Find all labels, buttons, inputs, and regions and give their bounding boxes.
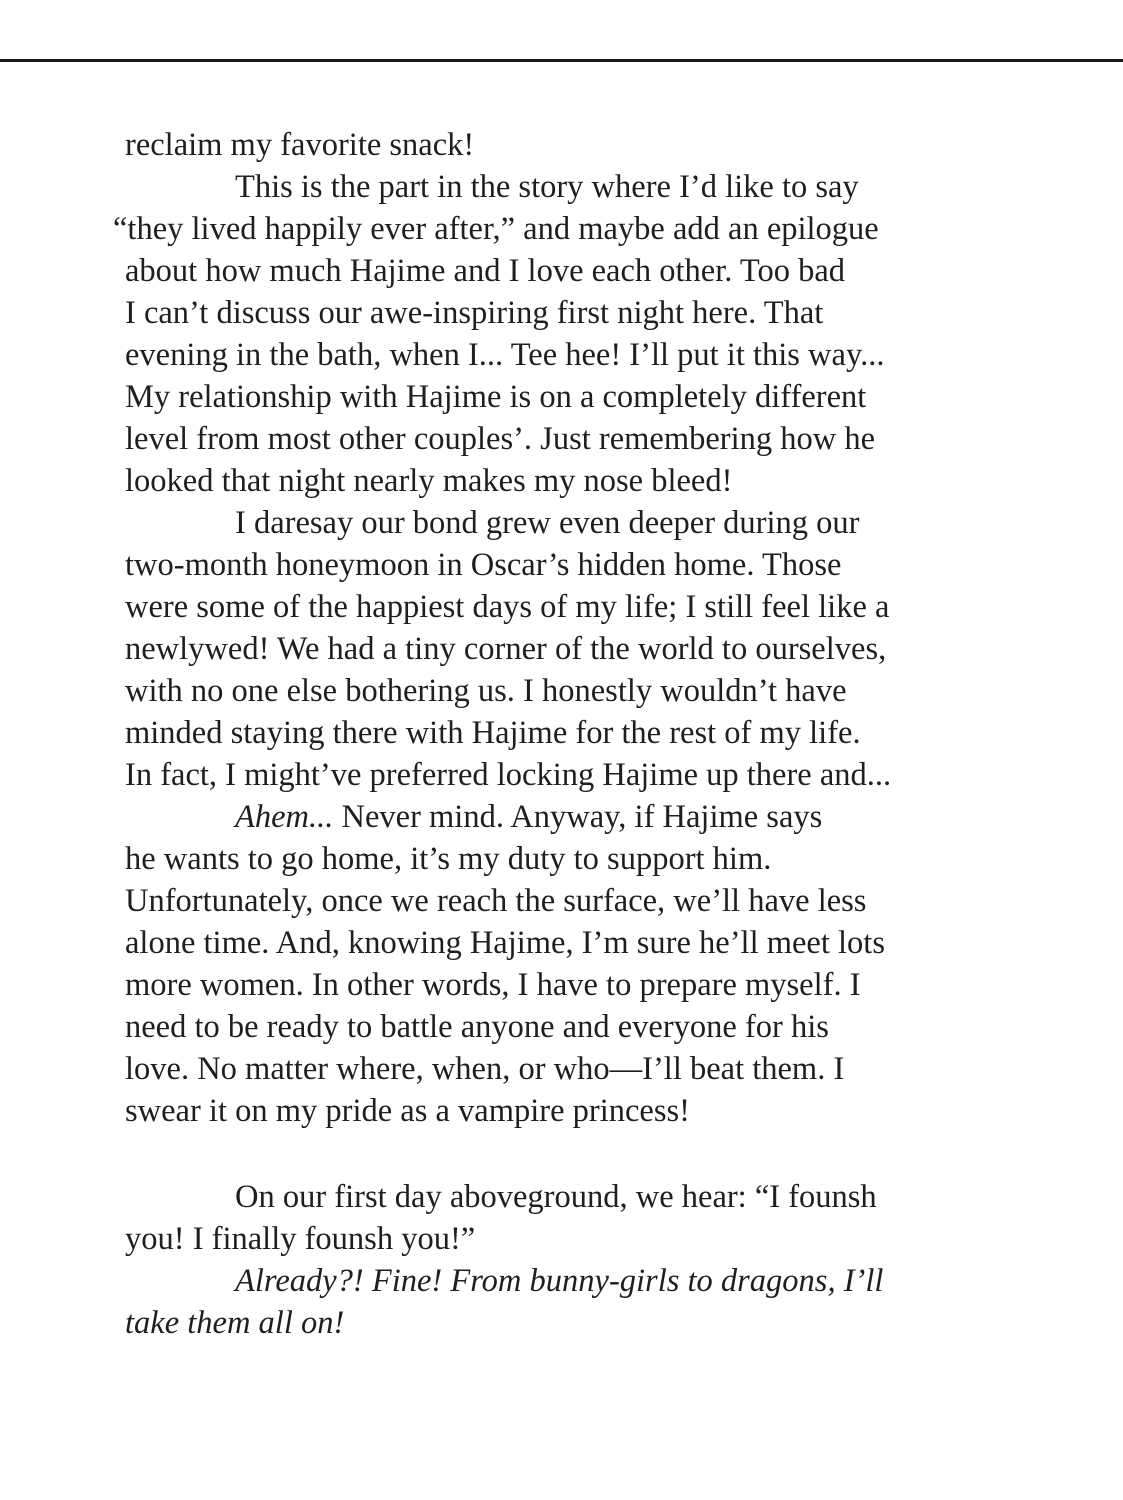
text-segment: newlywed! We had a tiny corner of the world to ourselves, bbox=[125, 631, 887, 667]
text-line bbox=[125, 1218, 475, 1260]
text-segment: alone time. And, knowing Hajime, I’m sure he’ll meet lots bbox=[125, 925, 885, 961]
text-segment: about how much Hajime and I love each other. Too bad bbox=[125, 253, 846, 289]
text-segment: “they lived happily ever after,” and maybe add an epilogue bbox=[113, 211, 879, 247]
text-line bbox=[125, 1090, 690, 1132]
text-segment: This is the part in the story where I’d like to say bbox=[235, 169, 859, 205]
text-segment: love. No matter where, when, or who—I’ll beat them. I bbox=[125, 1051, 845, 1087]
text-segment: with no one else bothering us. I honestly wouldn’t have bbox=[125, 673, 847, 709]
text-line bbox=[125, 1302, 344, 1344]
italic-text: Ahem... bbox=[235, 799, 334, 835]
text-segment: looked that night nearly makes my nose bleed! bbox=[125, 463, 733, 499]
text-line bbox=[125, 922, 885, 964]
text-line bbox=[125, 754, 891, 796]
text-line bbox=[125, 376, 866, 418]
text-segment: you! I finally founsh you!” bbox=[125, 1221, 476, 1257]
text-line bbox=[113, 208, 879, 250]
text-line bbox=[125, 838, 771, 880]
italic-text: Already?! Fine! From bunny-girls to dragons, I’ll bbox=[235, 1263, 884, 1299]
text-segment: two-month honeymoon in Oscar’s hidden home. Those bbox=[125, 547, 842, 583]
text-line bbox=[125, 460, 732, 502]
text-segment: My relationship with Hajime is on a completely different bbox=[125, 379, 867, 415]
text-line bbox=[125, 628, 886, 670]
text-segment: I daresay our bond grew even deeper during our bbox=[235, 505, 860, 541]
text-line bbox=[125, 418, 875, 460]
text-line bbox=[125, 1006, 829, 1048]
text-line bbox=[125, 586, 889, 628]
text-line bbox=[125, 250, 845, 292]
text-line bbox=[125, 1048, 844, 1090]
text-segment: were some of the happiest days of my life; I still feel like a bbox=[125, 589, 890, 625]
text-line bbox=[125, 712, 861, 754]
text-segment: On our first day aboveground, we hear: “I founsh bbox=[235, 1179, 877, 1215]
text-line bbox=[125, 544, 841, 586]
text-segment: In fact, I might’ve preferred locking Hajime up there and... bbox=[125, 757, 892, 793]
italic-text: take them all on! bbox=[125, 1305, 345, 1341]
text-segment: need to be ready to battle anyone and everyone for his bbox=[125, 1009, 829, 1045]
text-segment: swear it on my pride as a vampire princess! bbox=[125, 1093, 690, 1129]
header-rule bbox=[0, 59, 1123, 62]
text-segment: I can’t discuss our awe-inspiring first night here. That bbox=[125, 295, 824, 331]
text-line bbox=[235, 166, 859, 208]
text-line bbox=[235, 502, 859, 544]
text-line bbox=[235, 796, 822, 838]
text-segment: he wants to go home, it’s my duty to support him. bbox=[125, 841, 772, 877]
text-segment: minded staying there with Hajime for the rest of my life. bbox=[125, 715, 861, 751]
text-line bbox=[125, 292, 823, 334]
text-segment: evening in the bath, when I... Tee hee! I’ll put it this way... bbox=[125, 337, 885, 373]
text-line bbox=[125, 124, 474, 166]
text-line bbox=[125, 334, 884, 376]
text-line bbox=[235, 1176, 877, 1218]
text-segment: more women. In other words, I have to prepare myself. I bbox=[125, 967, 861, 1003]
text-segment: Never mind. Anyway, if Hajime says bbox=[333, 799, 823, 835]
text-line bbox=[125, 670, 847, 712]
text-segment: level from most other couples’. Just remembering how he bbox=[125, 421, 876, 457]
text-segment: Unfortunately, once we reach the surface, we’ll have less bbox=[125, 883, 867, 919]
text-line bbox=[235, 1260, 883, 1302]
text-segment: reclaim my favorite snack! bbox=[125, 127, 475, 163]
text-line bbox=[125, 880, 866, 922]
text-line bbox=[125, 964, 861, 1006]
